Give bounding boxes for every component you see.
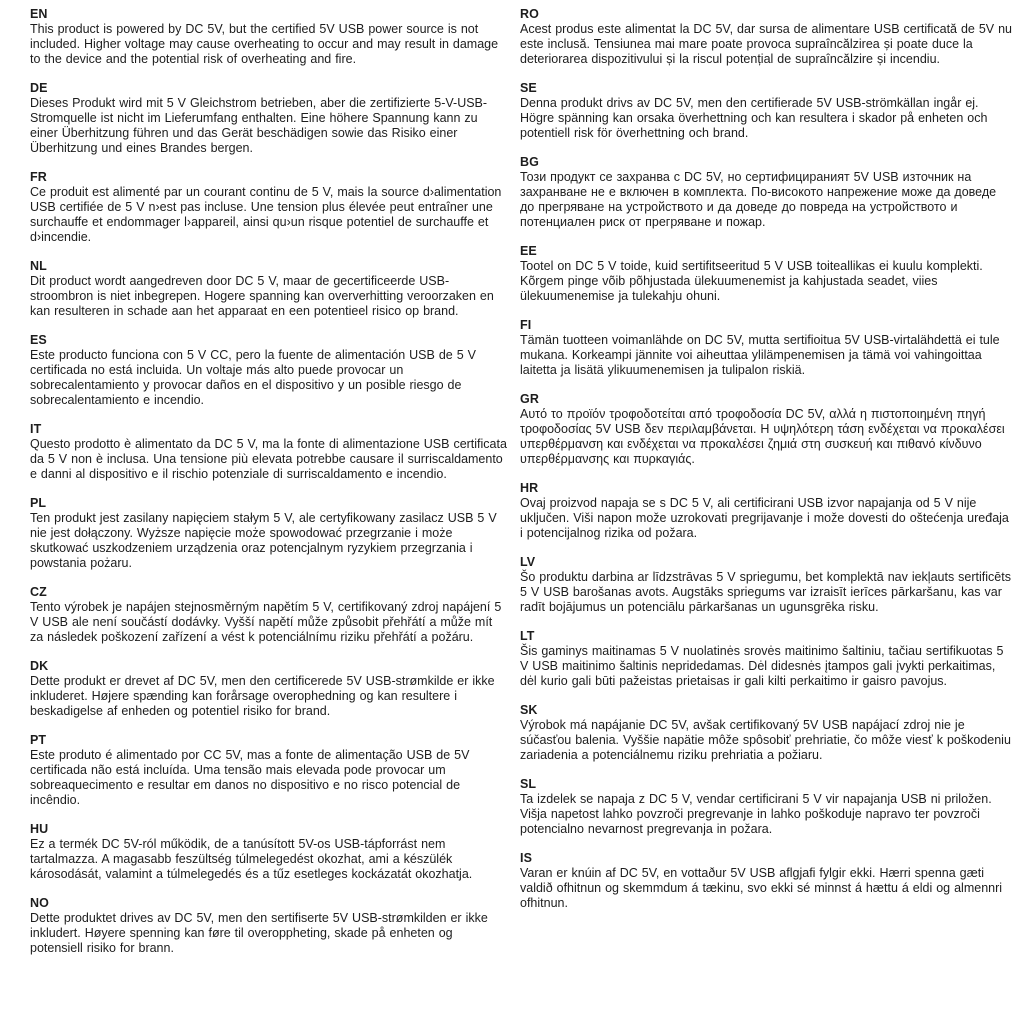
language-section <box>30 7 508 67</box>
language-code-label: EN <box>30 7 48 21</box>
warning-text: Acest produs este alimentat la DC 5V, dar sursa de alimentare USB certificată de 5V nu este inclusă. Tensiunea mai mare poate provoca supraîncălzirea și poate duce la deteriorarea dispozitivului și la riscul potențial de supraîncălzire și incendiu. <box>520 22 1013 66</box>
language-code-label: SL <box>520 777 537 791</box>
language-code-label: RO <box>520 7 539 21</box>
column-right <box>520 7 1012 1024</box>
language-section <box>520 7 1012 67</box>
language-code-label: SK <box>520 703 538 717</box>
language-section <box>30 81 508 156</box>
language-code-label: SE <box>520 81 537 95</box>
warning-text: Denna produkt drivs av DC 5V, men den certifierade 5V USB-strömkällan ingår ej. Högre spänning kan orsaka överhettning och kan resultera i skador på enheten och potentiell risk för överhettning och brand. <box>520 96 988 140</box>
warning-text: Ta izdelek se napaja z DC 5 V, vendar certificirani 5 V vir napajanja USB ni priložen. Višja napetost lahko povzroči pregrevanje in lahko poškoduje napravo ter povzroči potencialno nevarnost pregrevanja in požara. <box>520 792 992 836</box>
warning-text: Questo prodotto è alimentato da DC 5 V, ma la fonte di alimentazione USB certificata da 5 V non è inclusa. Una tensione più elevata potrebbe causare il surriscaldamento e danni al dispositivo e il rischio potenziale di surriscaldamento e incendio. <box>30 437 507 481</box>
warning-text: Este producto funciona con 5 V CC, pero la fuente de alimentación USB de 5 V certificada no está incluida. Un voltaje más alto puede provocar un sobrecalentamiento y provocar daños en el dispositivo y un posible riesgo de sobrecalentamiento e incendio. <box>30 348 476 407</box>
language-code-label: FI <box>520 318 532 332</box>
language-section <box>30 496 508 571</box>
language-code-label: IS <box>520 851 533 865</box>
language-code-label: NO <box>30 896 49 910</box>
language-section <box>520 155 1012 230</box>
language-code-label: DE <box>30 81 48 95</box>
warning-text: Dette produktet drives av DC 5V, men den sertifiserte 5V USB-strømkilden er ikke inkludert. Høyere spenning kan føre til overoppheting, skade på enheten og potensiell risiko for brann. <box>30 911 488 955</box>
language-code-label: EE <box>520 244 537 258</box>
language-code-label: GR <box>520 392 539 406</box>
warning-text: Αυτό το προϊόν τροφοδοτείται από τροφοδοσία DC 5V, αλλά η πιστοποιημένη πηγή τροφοδοσίας 5V USB δεν περιλαμβάνεται. Η υψηλότερη τάση ενδέχεται να προκαλέσει υπερθέρμανση και ενδέχεται να προκαλέσει ζημιά στη συσκευή και πιθανό κίνδυνο υπερθέρμανσης και πυρκαγιάς. <box>520 407 1005 466</box>
language-section <box>30 733 508 808</box>
language-section <box>520 81 1012 141</box>
column-left <box>30 7 508 1024</box>
warning-text: This product is powered by DC 5V, but the certified 5V USB power source is not included. Higher voltage may cause overheating to occur and may result in damage to the device and the potential risk of overheating and fire. <box>30 22 499 66</box>
language-code-label: FR <box>30 170 47 184</box>
language-code-label: HR <box>520 481 539 495</box>
language-code-label: LT <box>520 629 535 643</box>
language-section <box>520 244 1012 304</box>
warning-text: Este produto é alimentado por CC 5V, mas a fonte de alimentação USB de 5V certificada não está incluída. Uma tensão mais elevada pode provocar um sobreaquecimento e resultar em danos no dispositivo e no risco potencial de incêndio. <box>30 748 470 807</box>
language-code-label: CZ <box>30 585 47 599</box>
warning-text: Dieses Produkt wird mit 5 V Gleichstrom betrieben, aber die zertifizierte 5-V-USB-Stromquelle ist nicht im Lieferumfang enthalten. Eine höhere Spannung kann zu einer Überhitzung führen und das Gerät beschädigen sowie das Risiko einer Überhitzung und eines Brandes bergen. <box>30 96 488 155</box>
language-code-label: PL <box>30 496 47 510</box>
warning-text: Výrobok má napájanie DC 5V, avšak certifikovaný 5V USB napájací zdroj nie je súčasťou balenia. Vyššie napätie môže spôsobiť prehriatie, čo môže viesť k poškodeniu zariadenia a potenciálnemu riziku prehriatia a požiaru. <box>520 718 1011 762</box>
warning-text: Šis gaminys maitinamas 5 V nuolatinės srovės maitinimo šaltiniu, tačiau sertifikuotas 5 V USB maitinimo šaltinis nepridedamas. Dėl didesnės įtampos gali įvykti perkaitimas, dėl kurio gali būti pažeistas prietaisas ir gali kilti perkaitimo ir gaisro pavojus. <box>520 644 1004 688</box>
warning-text: Šo produktu darbina ar līdzstrāvas 5 V spriegumu, bet komplektā nav iekļauts sertificēts 5 V USB barošanas avots. Augstāks spriegums var izraisīt ierīces pārkaršanu, kas var radīt bojājumus un potenciālu pārkaršanas un ugunsgrēka risku. <box>520 570 1011 614</box>
warning-text: Ce produit est alimenté par un courant continu de 5 V, mais la source d›alimentation USB certifiée de 5 V n›est pas incluse. Une tension plus élevée peut entraîner une surchauffe et endommager l›appareil, ainsi qu›un risque potentiel de surchauffe et d›incendie. <box>30 185 502 244</box>
language-code-label: ES <box>30 333 47 347</box>
language-section <box>520 318 1012 378</box>
language-section <box>30 659 508 719</box>
language-section <box>30 822 508 882</box>
warning-text: Този продукт се захранва с DC 5V, но сертифицираният 5V USB източник на захранване не е включен в комплекта. По-високото напрежение може да доведе до прегряване на устройството и да доведе до повреда на устройството и потенциален риск от прегряване и пожар. <box>520 170 997 229</box>
language-code-label: BG <box>520 155 539 169</box>
warning-text: Dette produkt er drevet af DC 5V, men den certificerede 5V USB-strømkilde er ikke inkluderet. Højere spænding kan forårsage overophedning og kan resultere i beskadigelse af enheden og potentiel risiko for brand. <box>30 674 495 718</box>
warning-text: Ez a termék DC 5V-ról működik, de a tanúsított 5V-os USB-tápforrást nem tartalmazza. A magasabb feszültség túlmelegedést okozhat, ami a készülék károsodását, valamint a túlmelegedés és a tűz esetleges kockázatát okozhatja. <box>30 837 473 881</box>
language-section <box>30 170 508 245</box>
warning-text: Ten produkt jest zasilany napięciem stałym 5 V, ale certyfikowany zasilacz USB 5 V nie jest dołączony. Wyższe napięcie może spowodować przegrzanie i może skutkować uszkodzeniem urządzenia oraz potencjalnym ryzykiem przegrzania i powstania pożaru. <box>30 511 497 570</box>
language-code-label: IT <box>30 422 42 436</box>
warning-text: Tento výrobek je napájen stejnosměrným napětím 5 V, certifikovaný zdroj napájení 5 V USB ale není součástí dodávky. Vyšší napětí může způsobit přehřátí a může mít za následek poškození zařízení a vést k potenciálnímu riziku přehřátí a požáru. <box>30 600 502 644</box>
language-code-label: LV <box>520 555 536 569</box>
language-code-label: NL <box>30 259 47 273</box>
language-section <box>520 703 1012 763</box>
warning-text: Tootel on DC 5 V toide, kuid sertifitseeritud 5 V USB toiteallikas ei kuulu komplekti. Kõrgem pinge võib põhjustada ülekuumenemist ja kahjustada seadet, viies ülekuumenemise ja tulekahju ohuni. <box>520 259 983 303</box>
language-section <box>30 422 508 482</box>
warning-text: Ovaj proizvod napaja se s DC 5 V, ali certificirani USB izvor napajanja od 5 V nije uključen. Viši napon može uzrokovati pregrijavanje i može dovesti do oštećenja uređaja i potencijalnog rizika od požara. <box>520 496 1009 540</box>
warning-text: Tämän tuotteen voimanlähde on DC 5V, mutta sertifioitua 5V USB-virtalähdettä ei tule mukana. Korkeampi jännite voi aiheuttaa ylilämpenemisen ja tämä voi vahingoittaa laitetta ja lisätä ylikuumenemisen ja tulipalon riskiä. <box>520 333 1000 377</box>
language-code-label: DK <box>30 659 49 673</box>
language-section <box>520 629 1012 689</box>
language-section <box>520 481 1012 541</box>
language-code-label: PT <box>30 733 47 747</box>
language-section <box>30 585 508 645</box>
language-section <box>520 392 1012 467</box>
language-section <box>520 555 1012 615</box>
language-section <box>520 851 1012 911</box>
language-code-label: HU <box>30 822 49 836</box>
warning-text: Varan er knúin af DC 5V, en vottaður 5V USB aflgjafi fylgir ekki. Hærri spenna gæti valdið ofhitnun og skemmdum á tækinu, svo ekki sé minnst á hættu á eldi og almennri ofhitnun. <box>520 866 1003 910</box>
language-section <box>520 777 1012 837</box>
language-section <box>30 333 508 408</box>
warning-text: Dit product wordt aangedreven door DC 5 V, maar de gecertificeerde USB-stroombron is niet inbegrepen. Hogere spanning kan oververhitting veroorzaken en kan resulteren in schade aan het apparaat en een potentieel risico op brand. <box>30 274 494 318</box>
language-section <box>30 259 508 319</box>
language-section <box>30 896 508 956</box>
